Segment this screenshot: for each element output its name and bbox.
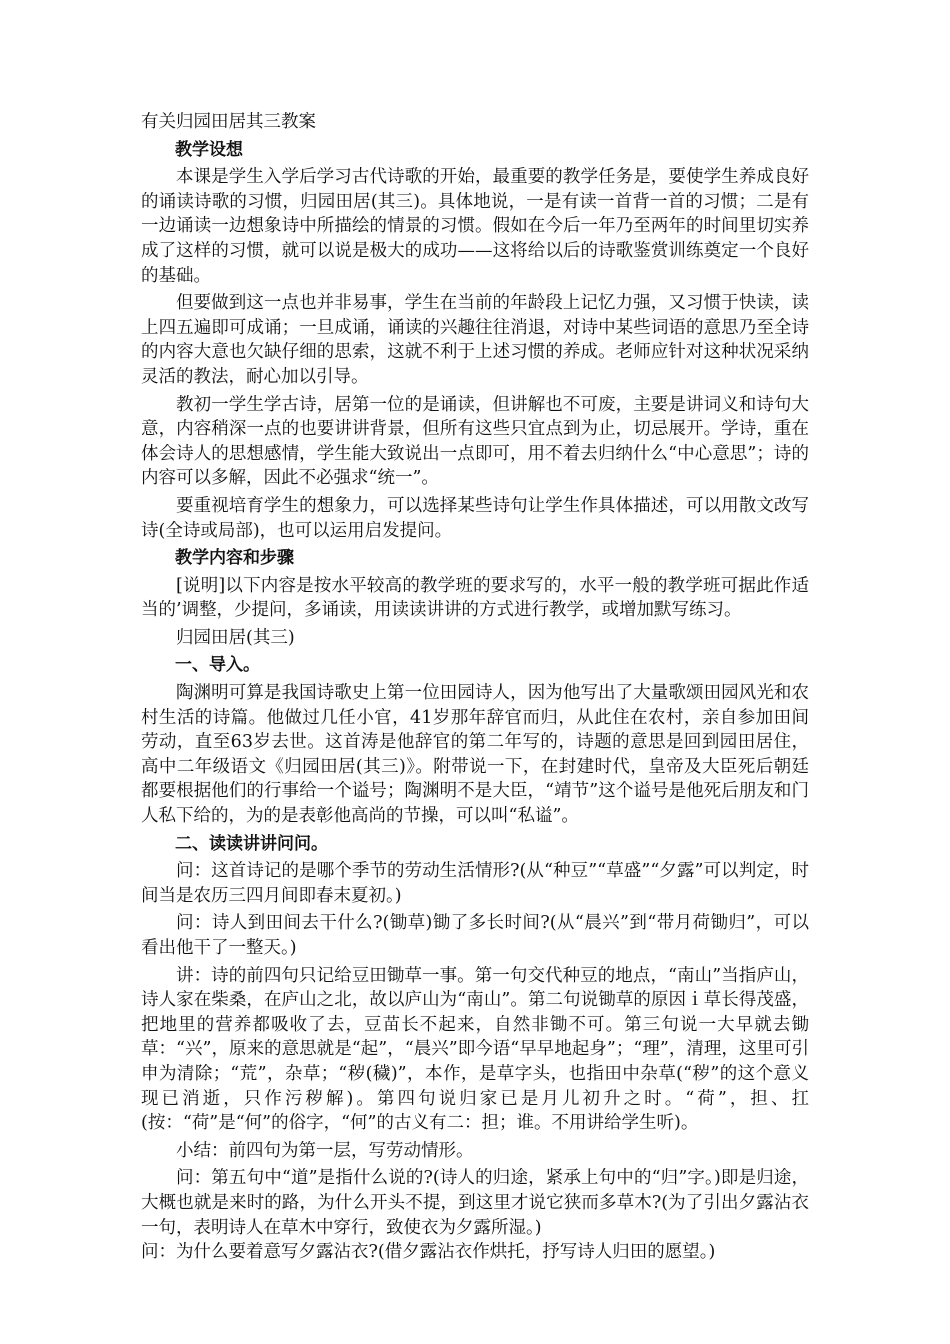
paragraph: 但要做到这一点也并非易事，学生在当前的年龄段上记忆力强，又习惯于快读，读上四五遍即可成诵；一旦成诵，诵读的兴趣往往消退，对诗中某些词语的意思乃至全诗的内容大意也欠缺仔细的思索，这就不利于上述习惯的养成。老师应针对这种状况采纳灵活的教法，耐心加以引导。	[141, 293, 809, 387]
section-heading-content-steps: 教学内容和步骤	[175, 548, 294, 569]
question-paragraph: 问：这首诗记的是哪个季节的劳动生活情形?(从“种豆”“草盛”“夕露”可以判定，时间当是农历三四月间即春末夏初。)	[141, 861, 809, 906]
paragraph: 本课是学生入学后学习古代诗歌的开始，最重要的教学任务是，要使学生养成良好的诵读诗歌的习惯，归园田居(其三)。具体地说，一是有读一首背一首的习惯；二是有一边诵读一边想象诗中所描绘的情景的习惯。假如在今后一年乃至两年的时间里切实养成了这样的习惯，就可以说是极大的成功——这将给以后的诗歌鉴赏训练奠定一个良好的基础。	[141, 167, 809, 286]
paragraph: 教初一学生学古诗，居第一位的是诵读，但讲解也不可废，主要是讲词义和诗句大意，内容稍深一点的也要讲讲背景，但所有这些只宜点到为止，切忌展开。学诗，重在体会诗人的思想感情，学生能大致说出一点即可，用不着去归纳什么“中心意思”；诗的内容可以多解，因此不必强求“统一”。	[141, 394, 809, 489]
question-paragraph: 问：第五句中“道”是指什么说的?(诗人的归途，紧承上句中的“归”字。)即是归途，大概也就是来时的路，为什么开头不提，到这里才说它狭而多草木?(为了引出夕露沾衣一句，表明诗人在草木中穿行，致使衣为夕露所湿。)	[141, 1168, 809, 1238]
question-paragraph: 问：诗人到田间去干什么?(锄草)锄了多长时间?(从“晨兴”到“带月荷锄归”，可以看出他干了一整天。)	[141, 913, 809, 958]
poem-title: 归园田居(其三)	[176, 627, 295, 648]
document-page	[141, 110, 809, 1268]
paragraph: 要重视培育学生的想象力，可以选择某些诗句让学生作具体描述，可以用散文改写诗(全诗或局部)，也可以运用启发提问。	[141, 495, 809, 541]
question-paragraph: 问：为什么要着意写夕露沾衣?(借夕露沾衣作烘托，抒写诗人归田的愿望。)	[141, 1242, 716, 1263]
summary-paragraph: 小结：前四句为第一层，写劳动情形。	[176, 1140, 474, 1161]
explanation-paragraph: 讲：诗的前四句只记给豆田锄草一事。第一句交代种豆的地点，“南山”当指庐山，诗人家在柴桑，在庐山之北，故以庐山为“南山”。第二句说锄草的原因ｉ草长得茂盛，把地里的营养都吸收了去，豆苗长不起来，自然非锄不可。第三句说一大早就去锄草：“兴”，原来的意思就是“起”，“晨兴”即今语“早早地起身”；“理”，清理，这里可引申为清除；“荒”，杂草；“秽(穢)”，本作，是草字头，也指田中杂草(“秽”的这个意义现已消逝，只作污秽解)。第四句说归家已是月儿初升之时。“荷”，担、扛(按：“荷”是“何”的俗字，“何”的古义有二：担；谁。不用讲给学生听)。	[141, 965, 809, 1134]
document-title: 有关归园田居其三教案	[141, 112, 316, 132]
part-heading-read-explain-ask: 二、读读讲讲问问。	[175, 833, 328, 854]
section-heading-teaching-idea: 教学设想	[175, 139, 243, 160]
part-heading-introduction: 一、导入。	[175, 655, 260, 676]
paragraph: 陶渊明可算是我国诗歌史上第一位田园诗人，因为他写出了大量歌颂田园风光和农村生活的诗篇。他做过几任小官，41岁那年辞官而归，从此住在农村，亲自参加田间劳动，直至63岁去世。这首涛是他辞官的第二年写的，诗题的意思是回到园田居住，高中二年级语文《归园田居(其三)》。附带说一下，在封建时代，皇帝及大臣死后朝廷都要根据他们的行事给一个谥号；陶渊明不是大臣，“靖节”这个谥号是他死后朋友和门人私下给的，为的是表彰他高尚的节操，可以叫“私谥”。	[141, 683, 809, 827]
paragraph-note: [说明]以下内容是按水平较高的教学班的要求写的，水平一般的教学班可据此作适当的’调整，少提问，多诵读，用读读讲讲的方式进行教学，或增加默写练习。	[141, 575, 809, 621]
